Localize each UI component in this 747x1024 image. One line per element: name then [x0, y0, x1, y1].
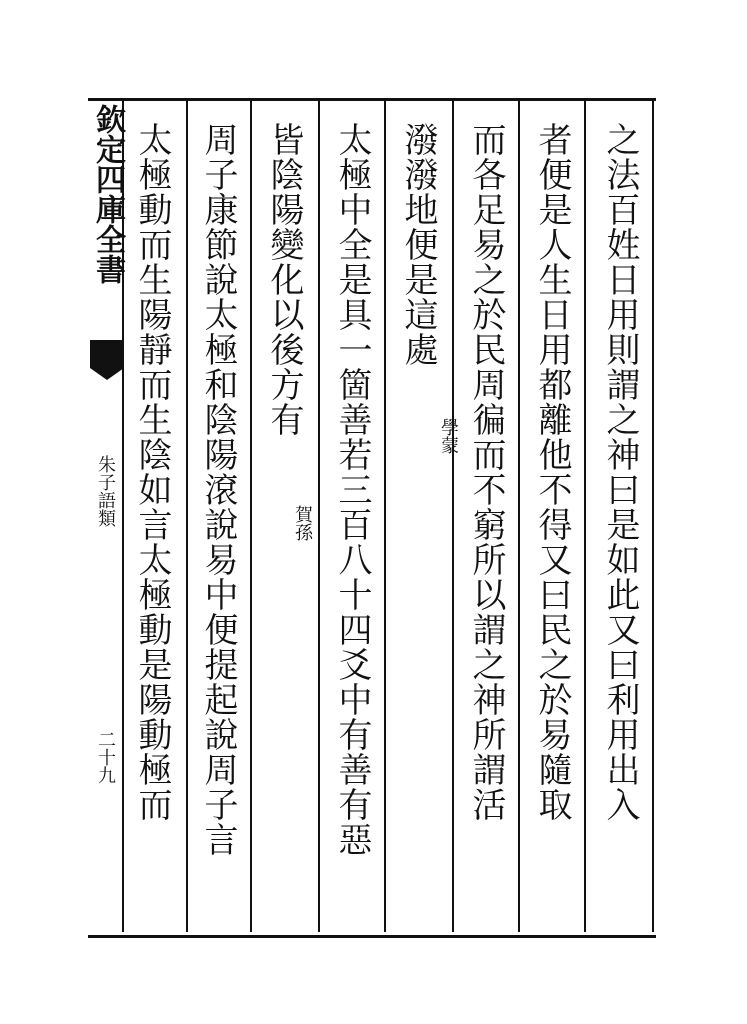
attribution-note: 賀孫: [292, 505, 313, 541]
column-divider: [652, 100, 654, 932]
column-text: 皆陰陽變化以後方有: [264, 122, 304, 437]
column-text: 者便是人生日用都離他不得又曰民之於易隨取: [532, 122, 572, 822]
text-column-7: [196, 122, 240, 857]
column-divider: [250, 100, 252, 932]
page-number: 二十九: [95, 730, 116, 784]
text-column-6: [262, 122, 306, 437]
collection-title-text: 欽定四庫全書: [90, 104, 125, 284]
column-divider: [518, 100, 520, 932]
column-text: 潑潑地便是這處: [398, 122, 438, 367]
column-divider: [318, 100, 320, 932]
column-text: 太極動而生陽靜而生陰如言太極動是陽動極而: [132, 122, 172, 822]
collection-title: [92, 104, 124, 340]
column-divider: [584, 100, 586, 932]
column-divider: [384, 100, 386, 932]
attribution-note: 學蒙: [438, 418, 459, 454]
column-text: 周子康節說太極和陰陽滾說易中便提起說周子言: [198, 122, 238, 857]
text-column-5: [330, 122, 374, 857]
column-text: 太極中全是具一箇善若三百八十四爻中有善有惡: [332, 122, 372, 857]
book-title: 朱子語類: [95, 455, 116, 527]
text-column-2: [530, 122, 574, 822]
text-column-8: [130, 122, 174, 822]
text-column-3: [464, 122, 508, 822]
column-divider: [186, 100, 188, 932]
column-divider: [452, 100, 454, 932]
column-text: 而各足易之於民周徧而不窮所以謂之神所謂活: [466, 122, 506, 822]
column-text: 之法百姓日用則謂之神曰是如此又曰利用出入: [600, 122, 640, 822]
text-column-1: [598, 122, 642, 822]
text-column-4: [396, 122, 440, 367]
